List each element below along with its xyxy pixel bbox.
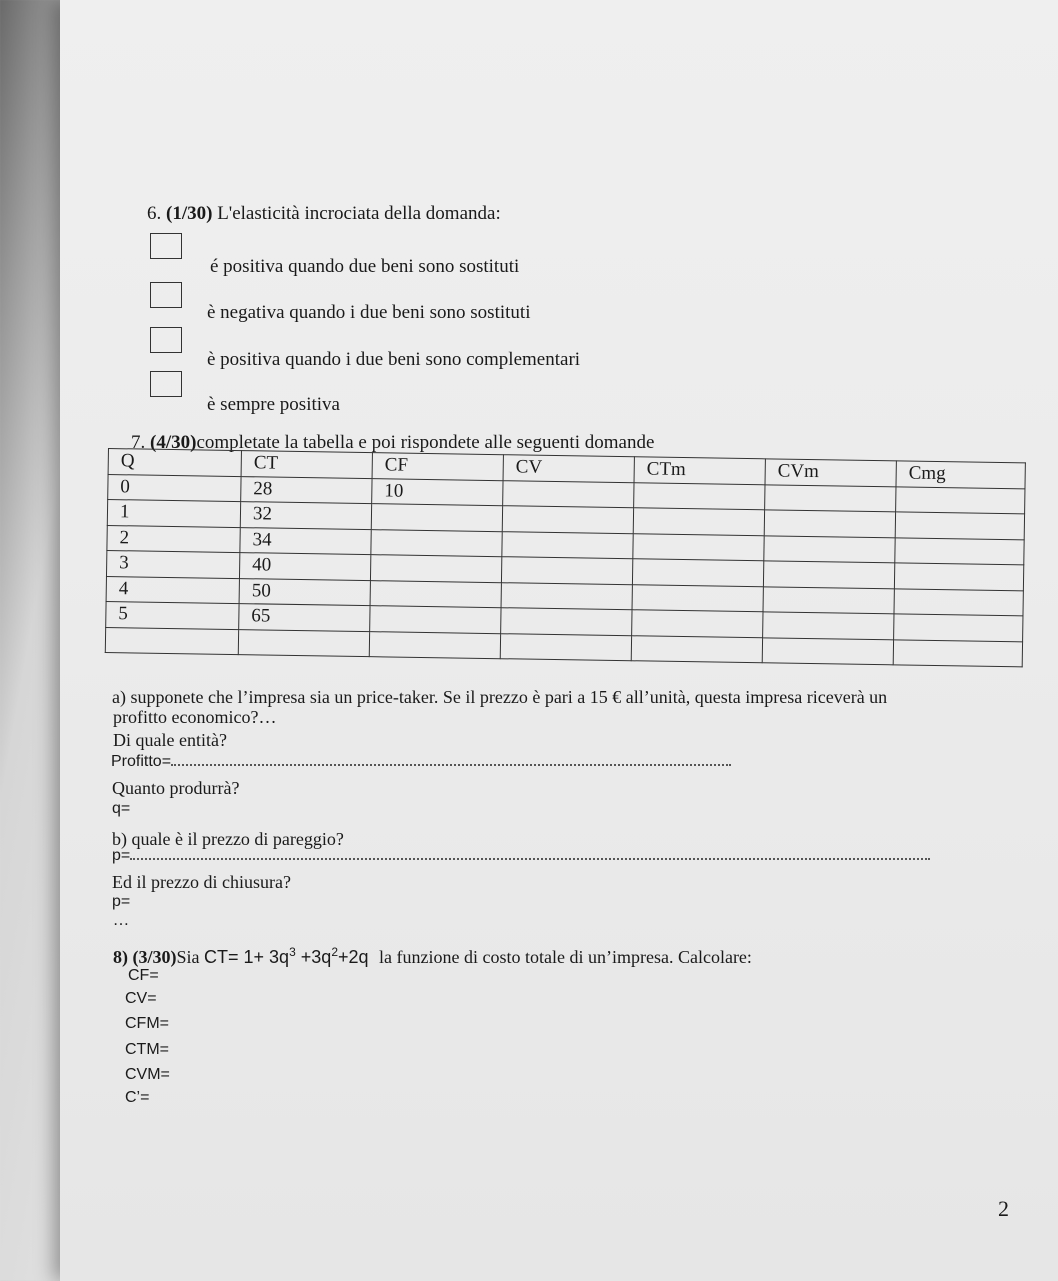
cell: 1 xyxy=(107,500,240,528)
cell[interactable] xyxy=(894,614,1023,642)
cell[interactable] xyxy=(895,537,1024,565)
q7-part-b-text: b) quale è il prezzo di pareggio? xyxy=(112,829,344,849)
q7-title: 7. (4/30)completate la tabella e poi rispondete alle seguenti domande xyxy=(131,432,655,453)
header-cf: CF xyxy=(372,453,503,481)
cell[interactable] xyxy=(763,561,894,589)
cv-field[interactable]: CV= xyxy=(125,990,157,1007)
cell[interactable] xyxy=(370,555,501,583)
cell[interactable] xyxy=(763,586,894,614)
header-cv: CV xyxy=(503,455,634,483)
q6-option-2-checkbox[interactable] xyxy=(150,282,182,308)
cell[interactable] xyxy=(503,480,634,508)
cell[interactable] xyxy=(632,584,763,612)
profit-label: Profitto= xyxy=(111,753,172,770)
shutdown-price-field[interactable]: p= xyxy=(112,893,131,910)
cell: 2 xyxy=(107,525,240,553)
q7-question-entity: Di quale entità? xyxy=(113,730,227,750)
header-cvm: CVm xyxy=(765,459,896,487)
cell[interactable] xyxy=(502,506,633,534)
q7-question-shutdown: Ed il prezzo di chiusura? xyxy=(112,872,291,892)
q6-option-3-label: è positiva quando i due beni sono complementari xyxy=(207,349,581,370)
cfm-field[interactable]: CFM= xyxy=(125,1015,169,1032)
cell: 0 xyxy=(108,474,241,502)
q6-option-1-label: é positiva quando due beni sono sostituti xyxy=(210,256,520,277)
cell[interactable] xyxy=(370,580,501,608)
q6-option-3-checkbox[interactable] xyxy=(150,327,182,353)
header-q: Q xyxy=(108,449,241,477)
break-even-price-field[interactable] xyxy=(112,847,930,865)
q6-option-4-label: è sempre positiva xyxy=(207,394,340,415)
quantity-field[interactable]: q= xyxy=(112,800,131,817)
cell[interactable] xyxy=(764,510,895,538)
cell[interactable] xyxy=(896,486,1025,514)
cell: 34 xyxy=(240,527,371,555)
cell[interactable] xyxy=(632,559,763,587)
cell: 32 xyxy=(240,502,371,530)
q6-option-4-checkbox[interactable] xyxy=(150,371,182,397)
cell[interactable] xyxy=(894,588,1023,616)
cell[interactable] xyxy=(633,508,764,536)
cell: 65 xyxy=(239,604,370,632)
cell[interactable] xyxy=(371,529,502,557)
cell: 4 xyxy=(106,576,239,604)
cell: 28 xyxy=(241,476,372,504)
profit-field[interactable] xyxy=(111,753,731,771)
cvm-field[interactable]: CVM= xyxy=(125,1066,170,1083)
cell[interactable] xyxy=(502,531,633,559)
cell[interactable] xyxy=(762,637,893,665)
cell[interactable] xyxy=(501,608,632,636)
cost-table xyxy=(105,448,1026,667)
q6-option-1-checkbox[interactable] xyxy=(150,233,182,259)
ellipsis: … xyxy=(113,912,129,929)
cell: 50 xyxy=(239,578,370,606)
cell[interactable] xyxy=(238,629,369,657)
cell: 3 xyxy=(106,550,239,578)
cell[interactable] xyxy=(501,582,632,610)
cell[interactable] xyxy=(370,606,501,634)
cell[interactable] xyxy=(634,482,765,510)
cell[interactable] xyxy=(763,612,894,640)
ctm-field[interactable]: CTM= xyxy=(125,1041,169,1058)
cell[interactable] xyxy=(500,633,631,661)
q7-question-quantity: Quanto produrrà? xyxy=(112,778,240,798)
cell[interactable] xyxy=(893,639,1022,667)
q8-title: 8) (3/30)Sia $CT= 1+ 3q^3 +3q^2+2q$ la funzione di costo totale di un’impresa. Calcolare: xyxy=(113,945,752,967)
cell: 10 xyxy=(372,478,503,506)
header-ct: CT xyxy=(241,451,372,479)
marginal-cost-field[interactable]: C’= xyxy=(125,1089,150,1106)
cell[interactable] xyxy=(501,557,632,585)
cell[interactable] xyxy=(105,627,238,655)
cell[interactable] xyxy=(765,484,896,512)
cost-formula: $CT= 1+ 3q^3 +3q^2+2q$ xyxy=(204,945,369,967)
q6-title: 6. (1/30) L'elasticità incrociata della domanda: xyxy=(147,203,501,224)
cell[interactable] xyxy=(369,631,500,659)
page-number: 2 xyxy=(998,1196,1009,1221)
cell[interactable] xyxy=(633,533,764,561)
cell[interactable] xyxy=(894,563,1023,591)
cell[interactable] xyxy=(371,504,502,532)
cf-field[interactable]: CF= xyxy=(128,967,159,984)
cell: 40 xyxy=(239,553,370,581)
q6-option-2-label: è negativa quando i due beni sono sostituti xyxy=(207,302,531,323)
q7-part-a-text: a) supponete che l’impresa sia un price-taker. Se il prezzo è pari a 15 € all’unità, questa impresa riceverà un xyxy=(112,687,888,707)
cell[interactable] xyxy=(631,635,762,663)
cell[interactable] xyxy=(632,610,763,638)
break-even-label: p= xyxy=(112,847,131,864)
cell: 5 xyxy=(106,601,239,629)
header-ctm: CTm xyxy=(634,457,765,485)
cell[interactable] xyxy=(764,535,895,563)
header-cmg: Cmg xyxy=(896,461,1025,489)
q7-part-a-text-2: profitto economico?… xyxy=(113,707,277,727)
cell[interactable] xyxy=(895,512,1024,540)
